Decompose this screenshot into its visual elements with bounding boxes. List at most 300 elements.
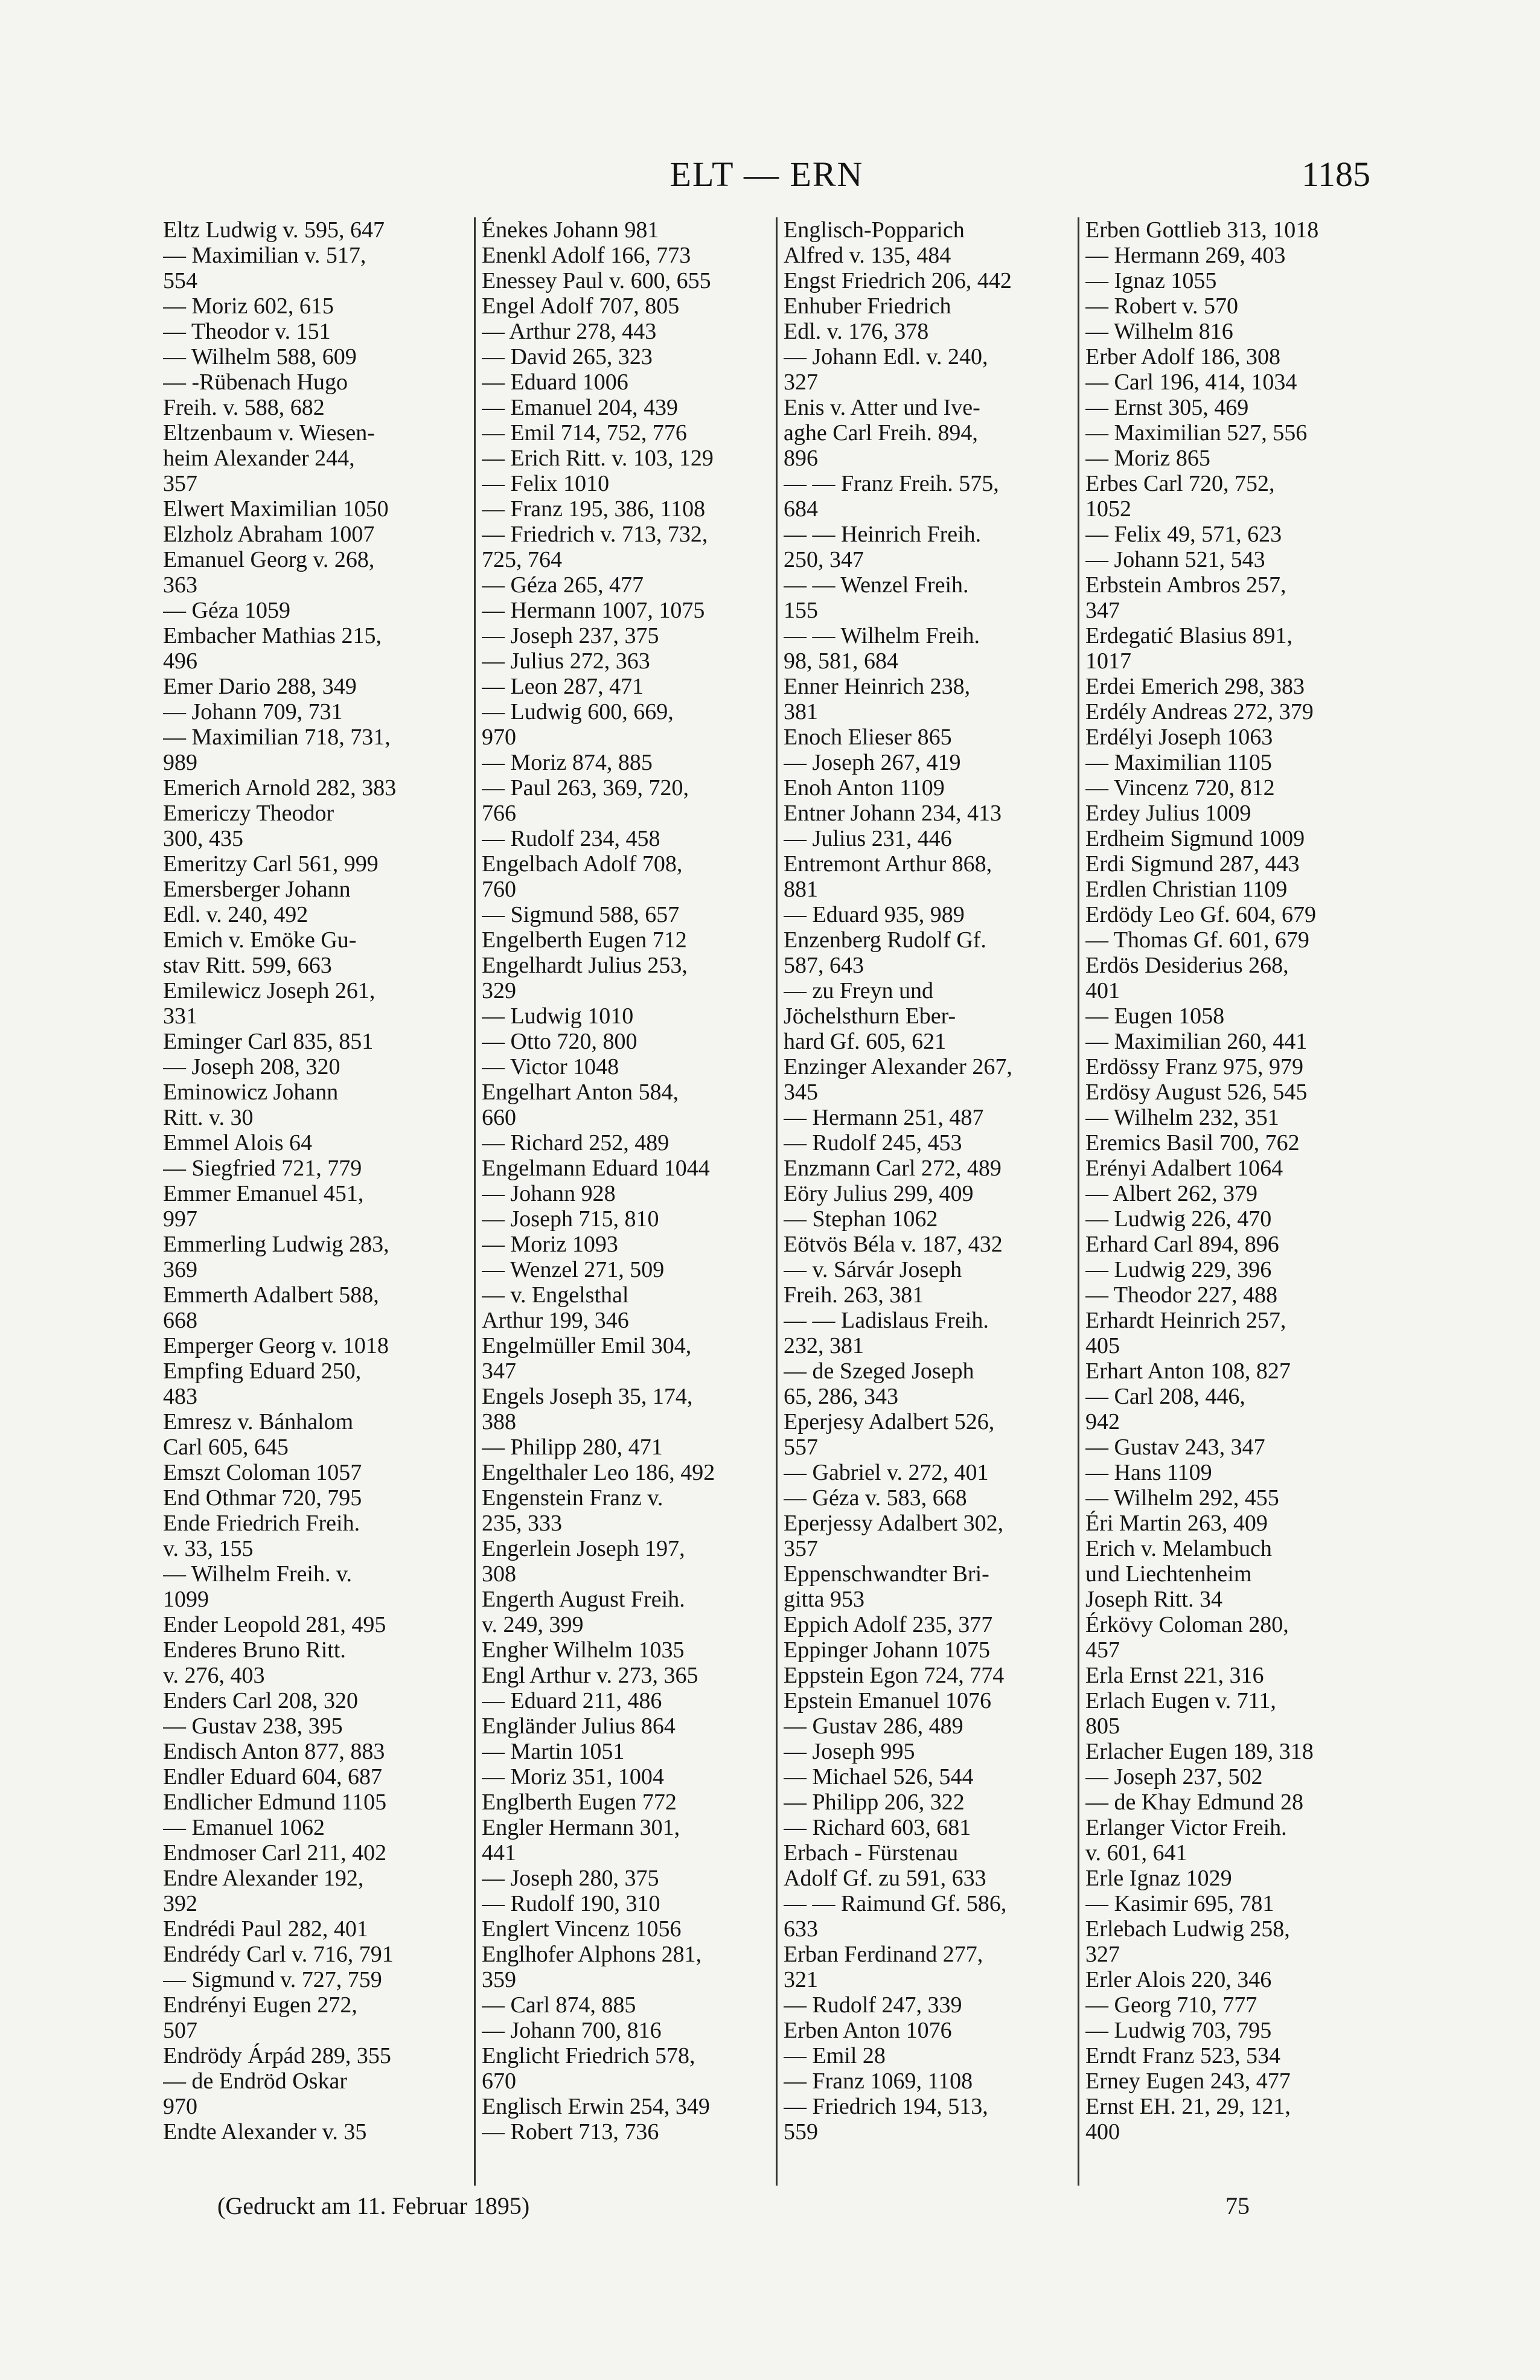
index-entry-line: — Stephan 1062: [784, 1206, 938, 1232]
index-column-3: [776, 217, 1070, 2186]
index-entry-line: Erdösy August 526, 545: [1085, 1080, 1308, 1105]
index-entry-line: Engl Arthur v. 273, 365: [482, 1663, 698, 1688]
index-entry-line: — Maximilian v. 517,: [163, 243, 366, 268]
index-entry-line: Endrödy Árpád 289, 355: [163, 2043, 391, 2068]
index-entry-line: 345: [784, 1080, 818, 1105]
index-entry-line: Englicht Friedrich 578,: [482, 2043, 695, 2068]
index-entry-line: 232, 381: [784, 1333, 864, 1358]
index-entry-line: 766: [482, 801, 516, 826]
index-entry-line: Eminger Carl 835, 851: [163, 1029, 374, 1054]
index-entry-line: — de Khay Edmund 28: [1085, 1790, 1303, 1815]
index-entry-line: Emszt Coloman 1057: [163, 1460, 362, 1485]
index-entry-line: — Wilhelm 588, 609: [163, 344, 357, 369]
index-entry-line: Erdey Julius 1009: [1085, 801, 1251, 826]
index-entry-line: aghe Carl Freih. 894,: [784, 420, 978, 446]
index-entry-line: Erdélyi Joseph 1063: [1085, 725, 1273, 750]
index-entry-line: 401: [1085, 978, 1120, 1003]
index-entry-line: — Géza v. 583, 668: [784, 1485, 967, 1511]
index-entry-line: — Johann 700, 816: [482, 2018, 662, 2043]
index-entry-line: — Moriz 865: [1085, 446, 1210, 471]
index-entry-line: Énekes Johann 981: [482, 217, 659, 243]
index-entry-line: Erbstein Ambros 257,: [1085, 572, 1286, 598]
index-entry-line: — Joseph 237, 375: [482, 623, 659, 648]
index-entry-line: 670: [482, 2068, 516, 2094]
index-entry-line: Enenkl Adolf 166, 773: [482, 243, 691, 268]
index-column-4: [1078, 217, 1372, 2186]
index-entry-line: — Ludwig 229, 396: [1085, 1257, 1272, 1282]
index-entry-line: — Sigmund v. 727, 759: [163, 1967, 382, 1992]
index-entry-line: Endte Alexander v. 35: [163, 2119, 367, 2145]
index-entry-line: Erney Eugen 243, 477: [1085, 2068, 1291, 2094]
index-entry-line: — Joseph 267, 419: [784, 750, 961, 775]
index-entry-line: Endlicher Edmund 1105: [163, 1790, 387, 1815]
index-entry-line: Emilewicz Joseph 261,: [163, 978, 375, 1003]
index-entry-line: — Leon 287, 471: [482, 674, 644, 699]
index-entry-line: Arthur 199, 346: [482, 1308, 629, 1333]
index-entry-line: 725, 764: [482, 547, 562, 572]
index-entry-line: Engelberth Eugen 712: [482, 927, 687, 953]
index-entry-line: Eremics Basil 700, 762: [1085, 1130, 1300, 1156]
index-entry-line: — David 265, 323: [482, 344, 653, 369]
index-entry-line: Engher Wilhelm 1035: [482, 1637, 685, 1663]
index-entry-line: Erben Anton 1076: [784, 2018, 952, 2043]
index-entry-line: 997: [163, 1206, 197, 1232]
index-entry-line: Erlacher Eugen 189, 318: [1085, 1739, 1314, 1764]
index-entry-line: Eperjessy Adalbert 302,: [784, 1511, 1004, 1536]
index-entry-line: Emmerth Adalbert 588,: [163, 1282, 379, 1308]
index-entry-line: Erlebach Ludwig 258,: [1085, 1916, 1290, 1942]
index-entry-line: 405: [1085, 1333, 1120, 1358]
index-entry-line: 587, 643: [784, 953, 864, 978]
index-entry-line: — Eugen 1058: [1085, 1003, 1225, 1029]
index-entry-line: Emersberger Johann: [163, 877, 351, 902]
index-entry-line: — Emil 28: [784, 2043, 886, 2068]
index-entry-line: Enderes Bruno Ritt.: [163, 1637, 346, 1663]
index-entry-line: 321: [784, 1967, 818, 1992]
index-entry-line: Alfred v. 135, 484: [784, 243, 951, 268]
index-entry-line: Erler Alois 220, 346: [1085, 1967, 1272, 1992]
index-entry-line: Engelmüller Emil 304,: [482, 1333, 692, 1358]
index-entry-line: Éri Martin 263, 409: [1085, 1511, 1268, 1536]
index-entry-line: Enhuber Friedrich: [784, 293, 951, 319]
index-entry-line: — Ludwig 226, 470: [1085, 1206, 1272, 1232]
index-entry-line: Erlanger Victor Freih.: [1085, 1815, 1287, 1840]
index-entry-line: — Emanuel 204, 439: [482, 395, 679, 420]
index-entry-line: Eppinger Johann 1075: [784, 1637, 990, 1663]
index-entry-line: Eperjesy Adalbert 526,: [784, 1409, 995, 1435]
index-entry-line: Ritt. v. 30: [163, 1105, 254, 1130]
page-header: [163, 154, 1370, 208]
sheet-signature: 75: [1225, 2192, 1250, 2219]
index-entry-line: 357: [784, 1536, 818, 1561]
index-entry-line: — Sigmund 588, 657: [482, 902, 680, 927]
index-entry-line: Eltzenbaum v. Wiesen-: [163, 420, 375, 446]
index-entry-line: 300, 435: [163, 826, 243, 851]
index-entry-line: Emmerling Ludwig 283,: [163, 1232, 389, 1257]
index-entry-line: — — Wenzel Freih.: [784, 572, 969, 598]
index-entry-line: Engenstein Franz v.: [482, 1485, 663, 1511]
index-entry-line: — Hermann 1007, 1075: [482, 598, 705, 623]
index-entry-line: 400: [1085, 2119, 1120, 2145]
index-entry-line: — Joseph 715, 810: [482, 1206, 659, 1232]
index-entry-line: — Theodor v. 151: [163, 319, 331, 344]
index-entry-line: — — Ladislaus Freih.: [784, 1308, 989, 1333]
index-entry-line: — Georg 710, 777: [1085, 1992, 1257, 2018]
index-entry-line: — -Rübenach Hugo: [163, 369, 348, 395]
index-entry-line: Edl. v. 176, 378: [784, 319, 929, 344]
index-entry-line: 660: [482, 1105, 516, 1130]
index-entry-line: Entremont Arthur 868,: [784, 851, 992, 877]
index-entry-line: — de Szeged Joseph: [784, 1358, 974, 1384]
index-entry-line: — Ludwig 1010: [482, 1003, 634, 1029]
index-entry-line: Eppich Adolf 235, 377: [784, 1612, 993, 1637]
index-entry-line: — Gustav 286, 489: [784, 1713, 963, 1739]
index-entry-line: — Eduard 211, 486: [482, 1688, 662, 1713]
index-entry-line: Engerth August Freih.: [482, 1587, 685, 1612]
running-head: ELT — ERN: [669, 155, 864, 194]
index-entry-line: — Richard 252, 489: [482, 1130, 669, 1156]
index-entry-line: 805: [1085, 1713, 1120, 1739]
index-entry-line: — Felix 1010: [482, 471, 610, 496]
index-entry-line: Erndt Franz 523, 534: [1085, 2043, 1280, 2068]
index-entry-line: 760: [482, 877, 516, 902]
index-entry-line: Enders Carl 208, 320: [163, 1688, 358, 1713]
index-entry-line: — Johann 521, 543: [1085, 547, 1265, 572]
index-entry-line: Emericzy Theodor: [163, 801, 334, 826]
index-entry-line: Emmel Alois 64: [163, 1130, 312, 1156]
index-entry-line: stav Ritt. 599, 663: [163, 953, 332, 978]
index-entry-line: Jöchelsthurn Eber-: [784, 1003, 956, 1029]
index-entry-line: — Felix 49, 571, 623: [1085, 522, 1282, 547]
index-entry-line: Erdheim Sigmund 1009: [1085, 826, 1305, 851]
page-number: 1185: [1302, 155, 1370, 194]
index-entry-line: Erhard Carl 894, 896: [1085, 1232, 1279, 1257]
index-entry-line: Eppenschwandter Bri-: [784, 1561, 989, 1587]
index-entry-line: 359: [482, 1967, 516, 1992]
index-entry-line: — Johann Edl. v. 240,: [784, 344, 988, 369]
index-entry-line: — Géza 265, 477: [482, 572, 644, 598]
index-entry-line: Entner Johann 234, 413: [784, 801, 1002, 826]
index-entry-line: 235, 333: [482, 1511, 562, 1536]
index-entry-line: — Friedrich 194, 513,: [784, 2094, 988, 2119]
index-entry-line: Eminowicz Johann: [163, 1080, 339, 1105]
index-entry-line: Engel Adolf 707, 805: [482, 293, 680, 319]
index-entry-line: — Julius 272, 363: [482, 648, 650, 674]
index-entry-line: Engelbach Adolf 708,: [482, 851, 683, 877]
index-entry-line: Elzholz Abraham 1007: [163, 522, 375, 547]
index-entry-line: Emresz v. Bánhalom: [163, 1409, 354, 1435]
index-entry-line: — Ernst 305, 469: [1085, 395, 1249, 420]
index-entry-line: Engst Friedrich 206, 442: [784, 268, 1012, 293]
index-entry-line: Englisch-Popparich: [784, 217, 965, 243]
index-entry-line: 896: [784, 446, 818, 471]
index-entry-line: Englert Vincenz 1056: [482, 1916, 682, 1942]
index-entry-line: — Richard 603, 681: [784, 1815, 971, 1840]
index-entry-line: — Rudolf 190, 310: [482, 1891, 660, 1916]
index-entry-line: — Maximilian 1105: [1085, 750, 1272, 775]
index-entry-line: 1017: [1085, 648, 1131, 674]
index-entry-line: Erhart Anton 108, 827: [1085, 1358, 1291, 1384]
index-entry-line: — Thomas Gf. 601, 679: [1085, 927, 1309, 953]
index-entry-line: 483: [163, 1384, 197, 1409]
index-entry-line: — de Endröd Oskar: [163, 2068, 347, 2094]
index-entry-line: — Victor 1048: [482, 1054, 619, 1080]
index-entry-line: 1099: [163, 1587, 209, 1612]
index-entry-line: Adolf Gf. zu 591, 633: [784, 1866, 986, 1891]
index-entry-line: — Maximilian 260, 441: [1085, 1029, 1308, 1054]
index-entry-line: Erdlen Christian 1109: [1085, 877, 1288, 902]
index-entry-line: Erban Ferdinand 277,: [784, 1942, 983, 1967]
index-entry-line: Enzinger Alexander 267,: [784, 1054, 1012, 1080]
index-entry-line: Engels Joseph 35, 174,: [482, 1384, 693, 1409]
index-entry-line: Engler Hermann 301,: [482, 1815, 680, 1840]
index-entry-line: End Othmar 720, 795: [163, 1485, 362, 1511]
index-entry-line: — Wilhelm 816: [1085, 319, 1233, 344]
index-entry-line: Emmer Emanuel 451,: [163, 1181, 364, 1206]
index-entry-line: Endrédy Carl v. 716, 791: [163, 1942, 394, 1967]
index-entry-line: 363: [163, 572, 197, 598]
index-entry-line: 98, 581, 684: [784, 648, 898, 674]
index-entry-line: Englhofer Alphons 281,: [482, 1942, 702, 1967]
index-entry-line: — Wilhelm 292, 455: [1085, 1485, 1279, 1511]
index-entry-line: Emich v. Emöke Gu-: [163, 927, 357, 953]
index-entry-line: — Robert 713, 736: [482, 2119, 659, 2145]
index-entry-line: — Géza 1059: [163, 598, 291, 623]
index-entry-line: 329: [482, 978, 516, 1003]
index-entry-line: Engelhardt Julius 253,: [482, 953, 688, 978]
index-entry-line: Epstein Emanuel 1076: [784, 1688, 992, 1713]
index-entry-line: 496: [163, 648, 197, 674]
index-entry-line: — — Heinrich Freih.: [784, 522, 982, 547]
index-entry-line: — — Raimund Gf. 586,: [784, 1891, 1007, 1916]
index-entry-line: Erich v. Melambuch: [1085, 1536, 1272, 1561]
index-entry-line: Eltz Ludwig v. 595, 647: [163, 217, 385, 243]
index-entry-line: Engländer Julius 864: [482, 1713, 676, 1739]
index-entry-line: Emer Dario 288, 349: [163, 674, 357, 699]
index-entry-line: 347: [1085, 598, 1120, 623]
index-entry-line: Engerlein Joseph 197,: [482, 1536, 685, 1561]
index-entry-line: — Michael 526, 544: [784, 1764, 974, 1790]
index-entry-line: Freih. 263, 381: [784, 1282, 924, 1308]
page-footer: [163, 2192, 1370, 2228]
index-entry-line: Engelhart Anton 584,: [482, 1080, 679, 1105]
index-entry-line: — Wilhelm Freih. v.: [163, 1561, 352, 1587]
index-entry-line: Erbach - Fürstenau: [784, 1840, 959, 1866]
index-entry-line: Erbes Carl 720, 752,: [1085, 471, 1275, 496]
index-entry-line: hard Gf. 605, 621: [784, 1029, 947, 1054]
index-entry-line: 989: [163, 750, 197, 775]
index-entry-line: 388: [482, 1409, 516, 1435]
index-entry-line: Engelmann Eduard 1044: [482, 1156, 710, 1181]
index-entry-line: — Maximilian 718, 731,: [163, 725, 391, 750]
index-entry-line: — Erich Ritt. v. 103, 129: [482, 446, 714, 471]
index-entry-line: — Emil 714, 752, 776: [482, 420, 687, 446]
index-entry-line: — Joseph 208, 320: [163, 1054, 340, 1080]
index-entry-line: — — Franz Freih. 575,: [784, 471, 999, 496]
index-entry-line: Erhardt Heinrich 257,: [1085, 1308, 1286, 1333]
index-column-1: [163, 217, 456, 2186]
index-entry-line: — Carl 874, 885: [482, 1992, 636, 2018]
index-entry-line: Ende Friedrich Freih.: [163, 1511, 360, 1536]
index-entry-line: Erdös Desiderius 268,: [1085, 953, 1289, 978]
index-entry-line: Erdély Andreas 272, 379: [1085, 699, 1314, 725]
index-entry-line: 942: [1085, 1409, 1120, 1435]
index-entry-line: — Kasimir 695, 781: [1085, 1891, 1274, 1916]
index-entry-line: — Joseph 280, 375: [482, 1866, 659, 1891]
index-entry-line: v. 249, 399: [482, 1612, 584, 1637]
index-entry-line: Endre Alexander 192,: [163, 1866, 364, 1891]
index-entry-line: — v. Sárvár Joseph: [784, 1257, 962, 1282]
index-entry-line: 369: [163, 1257, 197, 1282]
index-entry-line: — Otto 720, 800: [482, 1029, 637, 1054]
index-entry-line: — Eduard 1006: [482, 369, 628, 395]
index-entry-line: Carl 605, 645: [163, 1435, 289, 1460]
index-entry-line: 633: [784, 1916, 818, 1942]
index-entry-line: — Arthur 278, 443: [482, 319, 657, 344]
index-entry-line: 881: [784, 877, 818, 902]
index-entry-line: Emeritzy Carl 561, 999: [163, 851, 379, 877]
index-entry-line: Enner Heinrich 238,: [784, 674, 971, 699]
index-entry-line: Joseph Ritt. 34: [1085, 1587, 1222, 1612]
index-entry-line: — Gustav 243, 347: [1085, 1435, 1265, 1460]
index-entry-line: 559: [784, 2119, 818, 2145]
index-entry-line: und Liechtenheim: [1085, 1561, 1252, 1587]
index-entry-line: 507: [163, 2018, 197, 2043]
index-entry-line: Enzmann Carl 272, 489: [784, 1156, 1002, 1181]
index-entry-line: Enis v. Atter und Ive-: [784, 395, 980, 420]
index-entry-line: Engelthaler Leo 186, 492: [482, 1460, 715, 1485]
index-entry-line: — Gustav 238, 395: [163, 1713, 343, 1739]
index-entry-line: heim Alexander 244,: [163, 446, 355, 471]
index-entry-line: Englisch Erwin 254, 349: [482, 2094, 710, 2119]
index-entry-line: — Maximilian 527, 556: [1085, 420, 1308, 446]
index-entry-line: — Gabriel v. 272, 401: [784, 1460, 989, 1485]
index-entry-line: Eöry Julius 299, 409: [784, 1181, 974, 1206]
index-entry-line: — — Wilhelm Freih.: [784, 623, 980, 648]
index-entry-line: Emperger Georg v. 1018: [163, 1333, 389, 1358]
index-entry-line: Enzenberg Rudolf Gf.: [784, 927, 986, 953]
index-entry-line: — Joseph 237, 502: [1085, 1764, 1263, 1790]
index-entry-line: 65, 286, 343: [784, 1384, 898, 1409]
index-entry-line: — Franz 195, 386, 1108: [482, 496, 706, 522]
index-entry-line: Erdi Sigmund 287, 443: [1085, 851, 1300, 877]
index-entry-line: — Friedrich v. 713, 732,: [482, 522, 708, 547]
index-entry-line: — Moriz 1093: [482, 1232, 618, 1257]
index-entry-line: — Carl 196, 414, 1034: [1085, 369, 1297, 395]
index-entry-line: Ender Leopold 281, 495: [163, 1612, 386, 1637]
index-entry-line: Erényi Adalbert 1064: [1085, 1156, 1283, 1181]
index-entry-line: Érkövy Coloman 280,: [1085, 1612, 1289, 1637]
index-entry-line: — Theodor 227, 488: [1085, 1282, 1278, 1308]
index-entry-line: — Albert 262, 379: [1085, 1181, 1257, 1206]
index-entry-line: — Siegfried 721, 779: [163, 1156, 362, 1181]
index-entry-line: — Hans 1109: [1085, 1460, 1212, 1485]
index-entry-line: Eötvös Béla v. 187, 432: [784, 1232, 1003, 1257]
index-entry-line: 392: [163, 1891, 197, 1916]
index-entry-line: Ernst EH. 21, 29, 121,: [1085, 2094, 1291, 2119]
index-entry-line: 250, 347: [784, 547, 864, 572]
index-entry-line: — Vincenz 720, 812: [1085, 775, 1275, 801]
index-entry-line: — Ludwig 703, 795: [1085, 2018, 1272, 2043]
index-entry-line: 347: [482, 1358, 516, 1384]
index-entry-line: Erben Gottlieb 313, 1018: [1085, 217, 1319, 243]
index-entry-line: — Moriz 351, 1004: [482, 1764, 664, 1790]
index-entry-line: — v. Engelsthal: [482, 1282, 629, 1308]
index-entry-line: Enoh Anton 1109: [784, 775, 945, 801]
index-entry-line: v. 601, 641: [1085, 1840, 1187, 1866]
index-entry-line: Embacher Mathias 215,: [163, 623, 382, 648]
index-entry-line: — Rudolf 234, 458: [482, 826, 660, 851]
index-entry-line: — Rudolf 245, 453: [784, 1130, 962, 1156]
index-entry-line: 155: [784, 598, 818, 623]
index-entry-line: v. 276, 403: [163, 1663, 265, 1688]
index-entry-line: 668: [163, 1308, 197, 1333]
index-entry-line: — Johann 928: [482, 1181, 616, 1206]
index-entry-line: 970: [482, 725, 516, 750]
index-entry-line: v. 33, 155: [163, 1536, 254, 1561]
index-entry-line: Endrédi Paul 282, 401: [163, 1916, 368, 1942]
index-entry-line: — Wilhelm 232, 351: [1085, 1105, 1279, 1130]
index-entry-line: — Carl 208, 446,: [1085, 1384, 1245, 1409]
index-entry-line: Erle Ignaz 1029: [1085, 1866, 1232, 1891]
index-entry-line: — Moriz 602, 615: [163, 293, 334, 319]
index-entry-line: Endisch Anton 877, 883: [163, 1739, 385, 1764]
index-entry-line: 554: [163, 268, 197, 293]
index-entry-line: — Joseph 995: [784, 1739, 915, 1764]
index-entry-line: — Philipp 280, 471: [482, 1435, 663, 1460]
index-entry-line: — Ludwig 600, 669,: [482, 699, 674, 725]
index-entry-line: — Johann 709, 731: [163, 699, 343, 725]
index-entry-line: Empfing Eduard 250,: [163, 1358, 362, 1384]
index-entry-line: — Franz 1069, 1108: [784, 2068, 973, 2094]
index-entry-line: — Eduard 935, 989: [784, 902, 965, 927]
index-columns: [163, 217, 1376, 2186]
index-entry-line: — Julius 231, 446: [784, 826, 952, 851]
index-entry-line: 441: [482, 1840, 516, 1866]
index-entry-line: — Philipp 206, 322: [784, 1790, 965, 1815]
index-entry-line: — Rudolf 247, 339: [784, 1992, 962, 2018]
index-entry-line: 970: [163, 2094, 197, 2119]
index-entry-line: — Ignaz 1055: [1085, 268, 1217, 293]
index-entry-line: Endrényi Eugen 272,: [163, 1992, 357, 2018]
index-entry-line: Eppstein Egon 724, 774: [784, 1663, 1005, 1688]
index-entry-line: — Paul 263, 369, 720,: [482, 775, 689, 801]
index-entry-line: Enoch Elieser 865: [784, 725, 952, 750]
index-entry-line: 308: [482, 1561, 516, 1587]
index-entry-line: Erla Ernst 221, 316: [1085, 1663, 1264, 1688]
index-entry-line: 684: [784, 496, 818, 522]
index-entry-line: Erdössy Franz 975, 979: [1085, 1054, 1303, 1080]
index-entry-line: Erdödy Leo Gf. 604, 679: [1085, 902, 1317, 927]
index-entry-line: Freih. v. 588, 682: [163, 395, 325, 420]
index-entry-line: Erdegatić Blasius 891,: [1085, 623, 1292, 648]
index-entry-line: 457: [1085, 1637, 1120, 1663]
index-entry-line: — Hermann 251, 487: [784, 1105, 984, 1130]
index-entry-line: Endmoser Carl 211, 402: [163, 1840, 387, 1866]
index-entry-line: gitta 953: [784, 1587, 865, 1612]
index-entry-line: 331: [163, 1003, 197, 1029]
index-entry-line: — Emanuel 1062: [163, 1815, 325, 1840]
index-entry-line: 327: [784, 369, 818, 395]
index-entry-line: Edl. v. 240, 492: [163, 902, 308, 927]
index-entry-line: 1052: [1085, 496, 1131, 522]
index-entry-line: Enessey Paul v. 600, 655: [482, 268, 711, 293]
index-entry-line: Emanuel Georg v. 268,: [163, 547, 375, 572]
index-entry-line: — Martin 1051: [482, 1739, 625, 1764]
index-entry-line: Erlach Eugen v. 711,: [1085, 1688, 1276, 1713]
index-entry-line: 357: [163, 471, 197, 496]
index-entry-line: Englberth Eugen 772: [482, 1790, 677, 1815]
